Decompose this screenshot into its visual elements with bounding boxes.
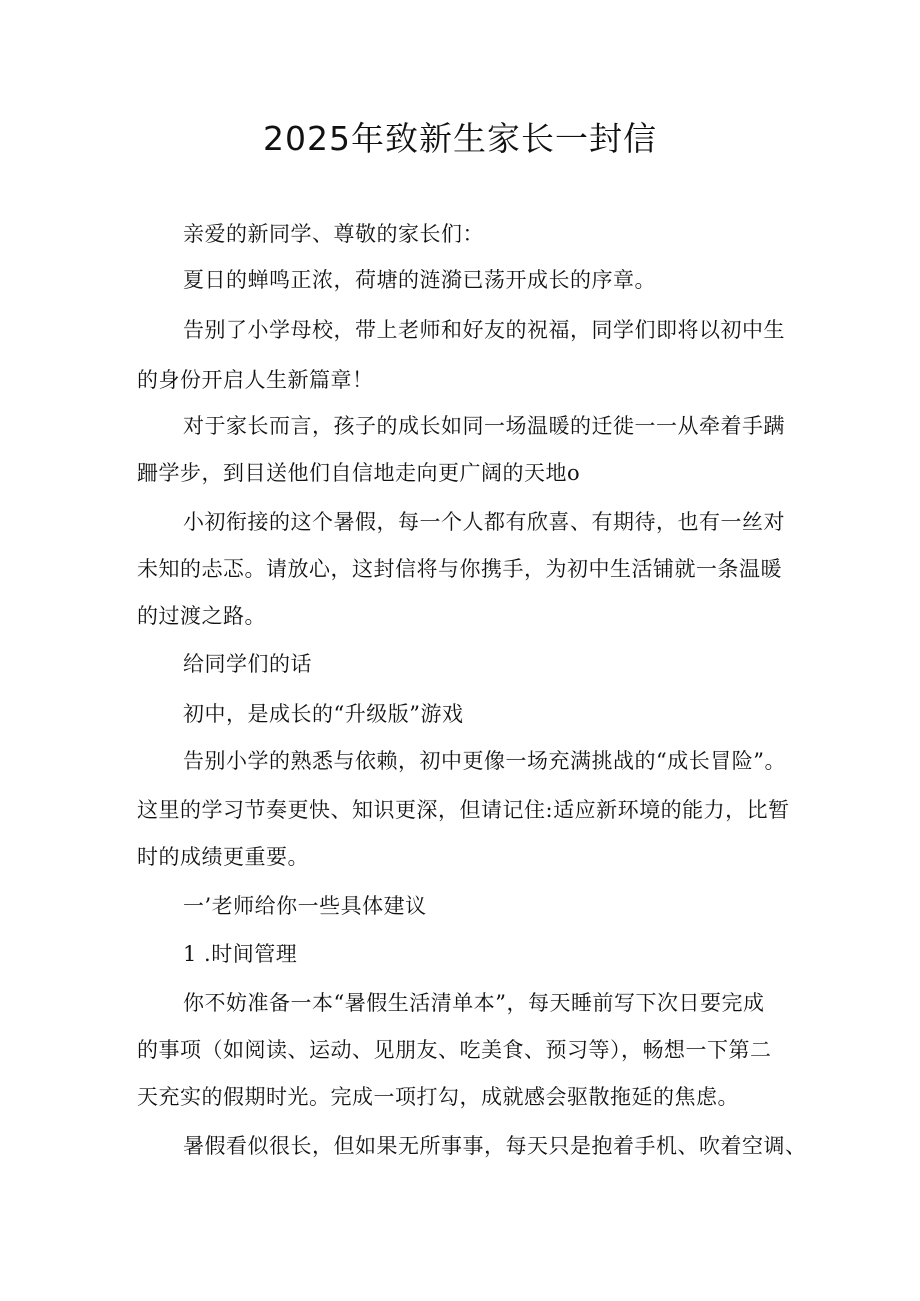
paragraph-line: 告别小学的熟悉与依赖，初中更像一场充满挑战的“成长冒险”。 [183, 749, 786, 773]
paragraph-line: 时的成绩更重要。 [137, 845, 309, 869]
numbered-heading: 1 .时间管理 [183, 942, 298, 966]
paragraph-line: 的过渡之路。 [137, 604, 266, 628]
paragraph-line: 夏日的蝉鸣正浓，荷塘的涟漪已荡开成长的序章。 [183, 268, 656, 292]
section-heading: 一’老师给你一些具体建议 [183, 894, 427, 918]
paragraph-line: 的事项（如阅读、运动、见朋友、吃美食、预习等），畅想一下第二 [137, 1038, 772, 1062]
paragraph-line: 天充实的假期时光。完成一项打勾，成就感会驱散拖延的焦虑。 [137, 1085, 739, 1109]
section-heading: 给同学们的话 [183, 652, 312, 676]
paragraph-line: 未知的忐忑。请放心，这封信将与你携手，为初中生活铺就一条温暖 [137, 557, 782, 581]
paragraph-line: 这里的学习节奏更快、知识更深，但请记住:适应新环境的能力，比暂 [137, 798, 790, 822]
paragraph-line: 跚学步，到目送他们自信地走向更广阔的天地o [137, 461, 581, 485]
document-title: 2025年致新生家长一封信 [263, 119, 657, 158]
paragraph-line: 对于家长而言，孩子的成长如同一场温暖的迁徙一一从牵着手蹒 [183, 414, 785, 438]
paragraph-line: 的身份开启人生新篇章！ [137, 368, 374, 392]
greeting-line: 亲爱的新同学、尊敬的家长们： [183, 222, 484, 246]
paragraph-line: 小初衔接的这个暑假，每一个人都有欣喜、有期待，也有一丝对 [183, 510, 785, 534]
paragraph-line: 暑假看似很长，但如果无所事事，每天只是抱着手机、吹着空调、 [183, 1134, 807, 1158]
paragraph-line: 告别了小学母校，带上老师和好友的祝福，同学们即将以初中生 [183, 318, 785, 342]
paragraph-line: 你不妨准备一本“暑假生活清单本”，每天睡前写下次日要完成 [183, 991, 765, 1015]
subheading-line: 初中，是成长的“升级版”游戏 [183, 702, 464, 726]
